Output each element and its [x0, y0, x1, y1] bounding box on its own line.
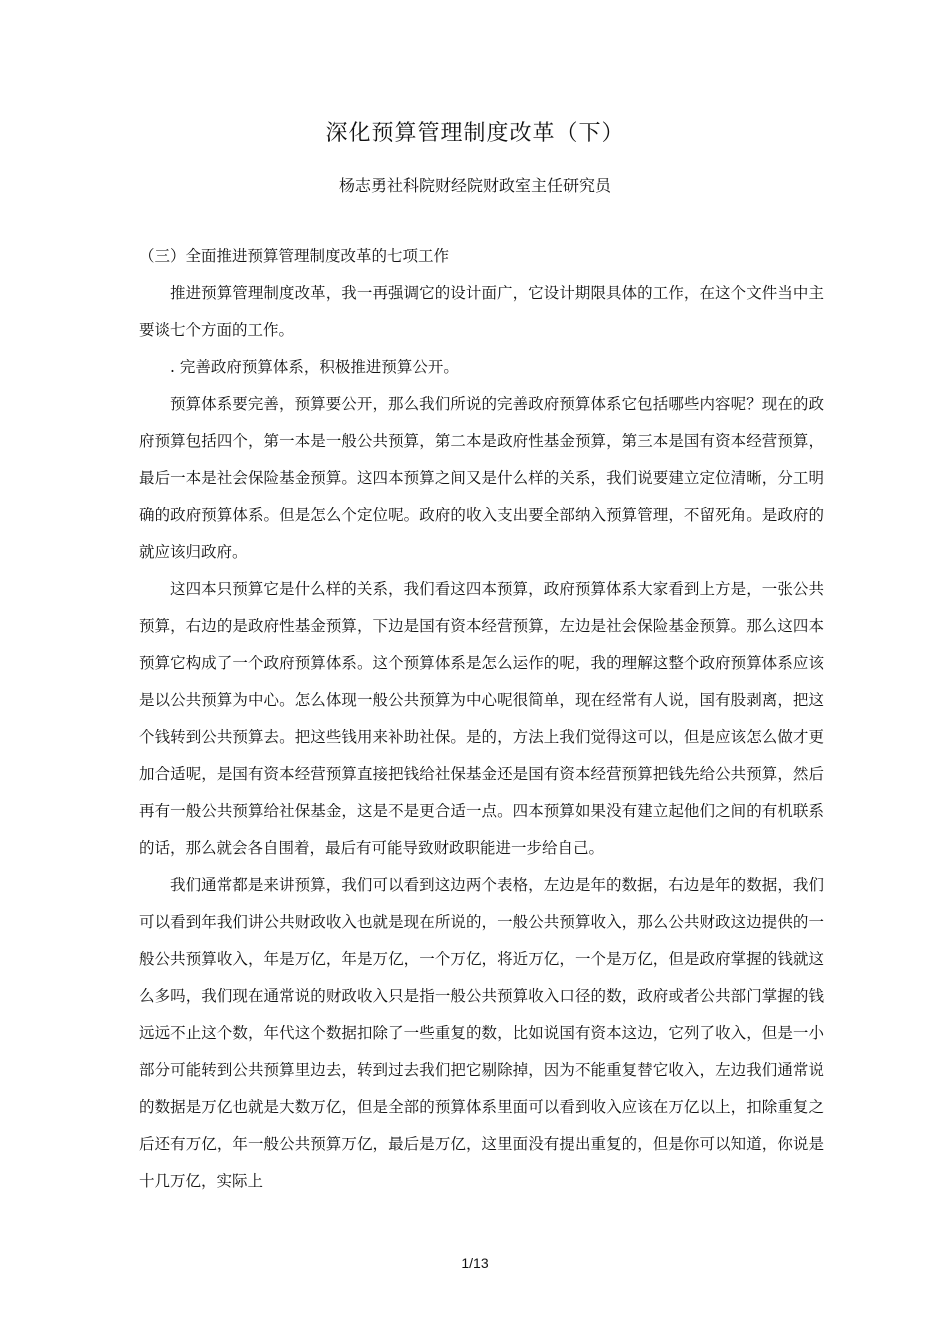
- author-line: 杨志勇社科院财经院财政室主任研究员: [338, 176, 611, 195]
- paragraph-point-one: . 完善政府预算体系，积极推进预算公开。: [170, 358, 459, 376]
- section-heading: （三）全面推进预算管理制度改革的七项工作: [139, 247, 450, 265]
- page-number: 1/13: [461, 1255, 489, 1271]
- paragraph-intro: 推进预算管理制度改革，我一再强调它的设计面广，它设计期限具体的工作，在这个文件当中主要谈七个方面的工作。: [139, 284, 824, 339]
- document-body: [139, 238, 824, 1200]
- document-title: 深化预算管理制度改革（下）: [325, 121, 625, 146]
- paragraph-four-budgets: 这四本只预算它是什么样的关系，我们看这四本预算，政府预算体系大家看到上方是，一张公共预算，右边的是政府性基金预算，下边是国有资本经营预算，左边是社会保险基金预算。那么这四本预算它构成了一个政府预算体系。这个预算体系是怎么运作的呢，我的理解这整个政府预算体系应该是以公共预算为中心。怎么体现一般公共预算为中心呢很简单，现在经常有人说，国有股剥离，把这个钱转到公共预算去。把这些钱用来补助社保。是的，方法上我们觉得这可以，但是应该怎么做才更加合适呢，是国有资本经营预算直接把钱给社保基金还是国有资本经营预算把钱先给公共预算，然后再有一般公共预算给社保基金，这是不是更合适一点。四本预算如果没有建立起他们之间的有机联系的话，那么就会各自围着，最后有可能导致财政职能进一步给自己。: [139, 580, 824, 857]
- paragraph-budget-system: 预算体系要完善，预算要公开，那么我们所说的完善政府预算体系它包括哪些内容呢？现在的政府预算包括四个，第一本是一般公共预算，第二本是政府性基金预算，第三本是国有资本经营预算，最后一本是社会保险基金预算。这四本预算之间又是什么样的关系，我们说要建立定位清晰，分工明确的政府预算体系。但是怎么个定位呢。政府的收入支出要全部纳入预算管理，不留死角。是政府的就应该归政府。: [139, 395, 824, 561]
- paragraph-budget-data: 我们通常都是来讲预算，我们可以看到这边两个表格，左边是年的数据，右边是年的数据，我们可以看到年我们讲公共财政收入也就是现在所说的，一般公共预算收入，那么公共财政这边提供的一般公共预算收入，年是万亿，年是万亿，一个万亿，将近万亿，一个是万亿，但是政府掌握的钱就这么多吗，我们现在通常说的财政收入只是指一般公共预算收入口径的数，政府或者公共部门掌握的钱远远不止这个数，年代这个数据扣除了一些重复的数，比如说国有资本这边，它列了收入，但是一小部分可能转到公共预算里边去，转到过去我们把它剔除掉，因为不能重复替它收入，左边我们通常说的数据是万亿也就是大数万亿，但是全部的预算体系里面可以看到收入应该在万亿以上，扣除重复之后还有万亿，年一般公共预算万亿，最后是万亿，这里面没有提出重复的，但是你可以知道，你说是十几万亿，实际上: [139, 876, 824, 1190]
